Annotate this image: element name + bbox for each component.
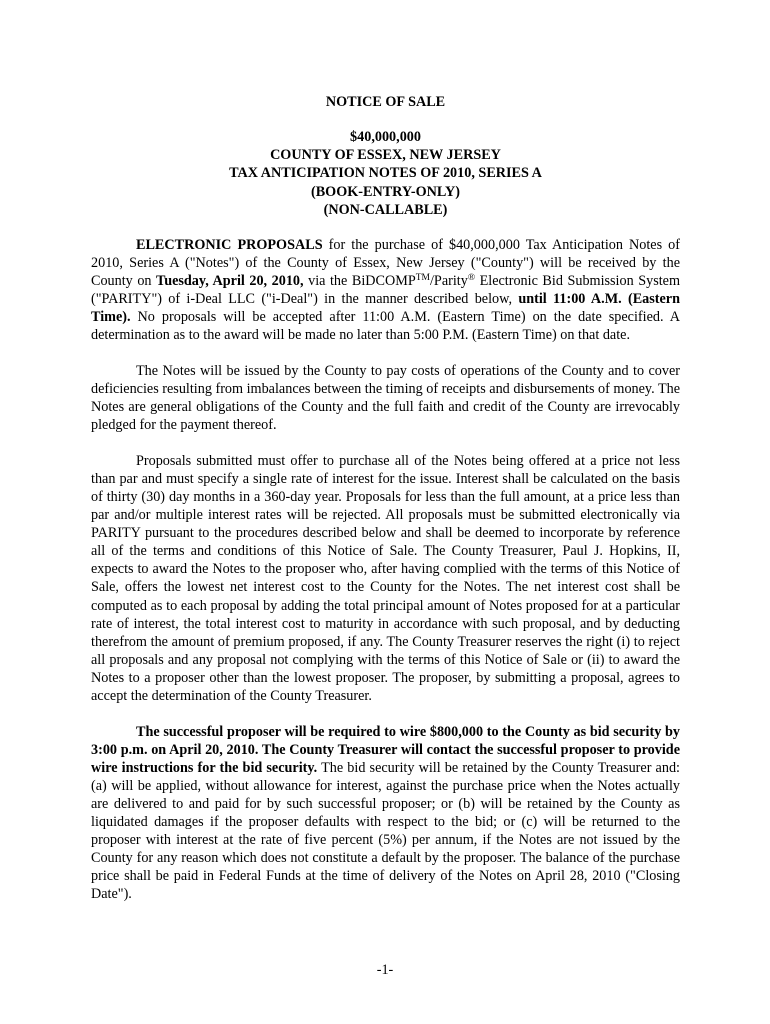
paragraph-bid-security (91, 723, 680, 903)
paragraph-text: Electronic Bid Submission System ("PARITY") of i-Deal LLC ("i-Deal") in the manner described below, (91, 273, 681, 308)
paragraph-text: No proposals will be accepted after 11:00 A.M. (Eastern Time) on the date specified. A determination as to the award will be made no later than 5:00 P.M. (Eastern Time) on that date. (91, 309, 680, 344)
paragraph-text: via the BiDCOMP (303, 273, 416, 290)
notice-heading (91, 128, 680, 219)
sale-date: Tuesday, April 20, 2010, (156, 273, 304, 290)
deadline-time: until 11:00 A.M. (Eastern Time). (91, 291, 680, 326)
notice-issuer: COUNTY OF ESSEX, NEW JERSEY (270, 147, 501, 164)
paragraph-electronic-proposals (91, 236, 680, 344)
trademark-mark: TM (415, 273, 430, 284)
notice-callability: (NON-CALLABLE) (323, 201, 448, 218)
paragraph-purpose: The Notes will be issued by the County to pay costs of operations of the County and to cover deficiencies resulting from imbalances between the timing of receipts and disbursements of money. The Notes are general obligations of the County and the full faith and credit of the County are irrevocably pledged for the payment thereof. (91, 363, 680, 434)
paragraph-text: /Parity (429, 273, 468, 290)
paragraph-proposal-terms: Proposals submitted must offer to purchase all of the Notes being offered at a price not less than par and must specify a single rate of interest for the issue. Interest shall be calculated on the basis of thirty (30) day months in a 360-day year. Proposals for less than the full amount, at a price less than par and/or multiple interest rates will be rejected. All proposals must be submitted electronically via PARITY pursuant to the procedures described below and shall be deemed to incorporate by reference all of the terms and conditions of this Notice of Sale. The County Treasurer, Paul J. Hopkins, II, expects to award the Notes to the proposer who, after having complied with the terms of this Notice of Sale, offers the lowest net interest cost to the County for the Notes. The net interest cost shall be computed as to each proposal by adding the total principal amount of Notes proposed for at a particular rate of interest, the total interest cost to maturity in accordance with such proposal, and by deducting therefrom the amount of premium proposed, if any. The County Treasurer reserves the right (i) to reject all proposals and any proposal not complying with the terms of this Notice of Sale or (ii) to award the Notes to a proposer other than the lowest proposer. The proposer, by submitting a proposal, agrees to accept the determination of the County Treasurer. (91, 453, 680, 704)
registered-mark: ® (467, 273, 476, 284)
electronic-proposals-lead: ELECTRONIC PROPOSALS (136, 237, 323, 254)
paragraph-text: The bid security will be retained by the County Treasurer and: (a) will be applied, without allowance for interest, against the purchase price when the Notes actually are delivered to and paid for by such successful proposer; or (b) will be retained by the County as liquidated damages if the proposer defaults with respect to the bid; or (c) will be returned to the proposer with interest at the rate of five percent (5%) per annum, if the Notes are not issued by the County for any reason which does not constitute a default by the proposer. The balance of the purchase price shall be paid in Federal Funds at the time of delivery of the Notes on April 28, 2010 ("Closing Date"). (91, 759, 680, 902)
page-number: -1- (376, 962, 394, 978)
paragraph-text: for the purchase of $40,000,000 Tax Anticipation Notes of 2010, Series A ("Notes") of the County of Essex, New Jersey ("County") will be received by the County on (91, 237, 681, 290)
notice-amount: $40,000,000 (350, 129, 421, 146)
notice-title: NOTICE OF SALE (325, 94, 446, 110)
bid-security-lead: The successful proposer will be required to wire $800,000 to the County as bid security by 3:00 p.m. on April 20, 2010. The County Treasurer will contact the successful proposer to provide wire instructions for the bid security. (91, 723, 680, 776)
notice-form: (BOOK-ENTRY-ONLY) (310, 183, 460, 200)
notice-series: TAX ANTICIPATION NOTES OF 2010, SERIES A (229, 165, 542, 182)
